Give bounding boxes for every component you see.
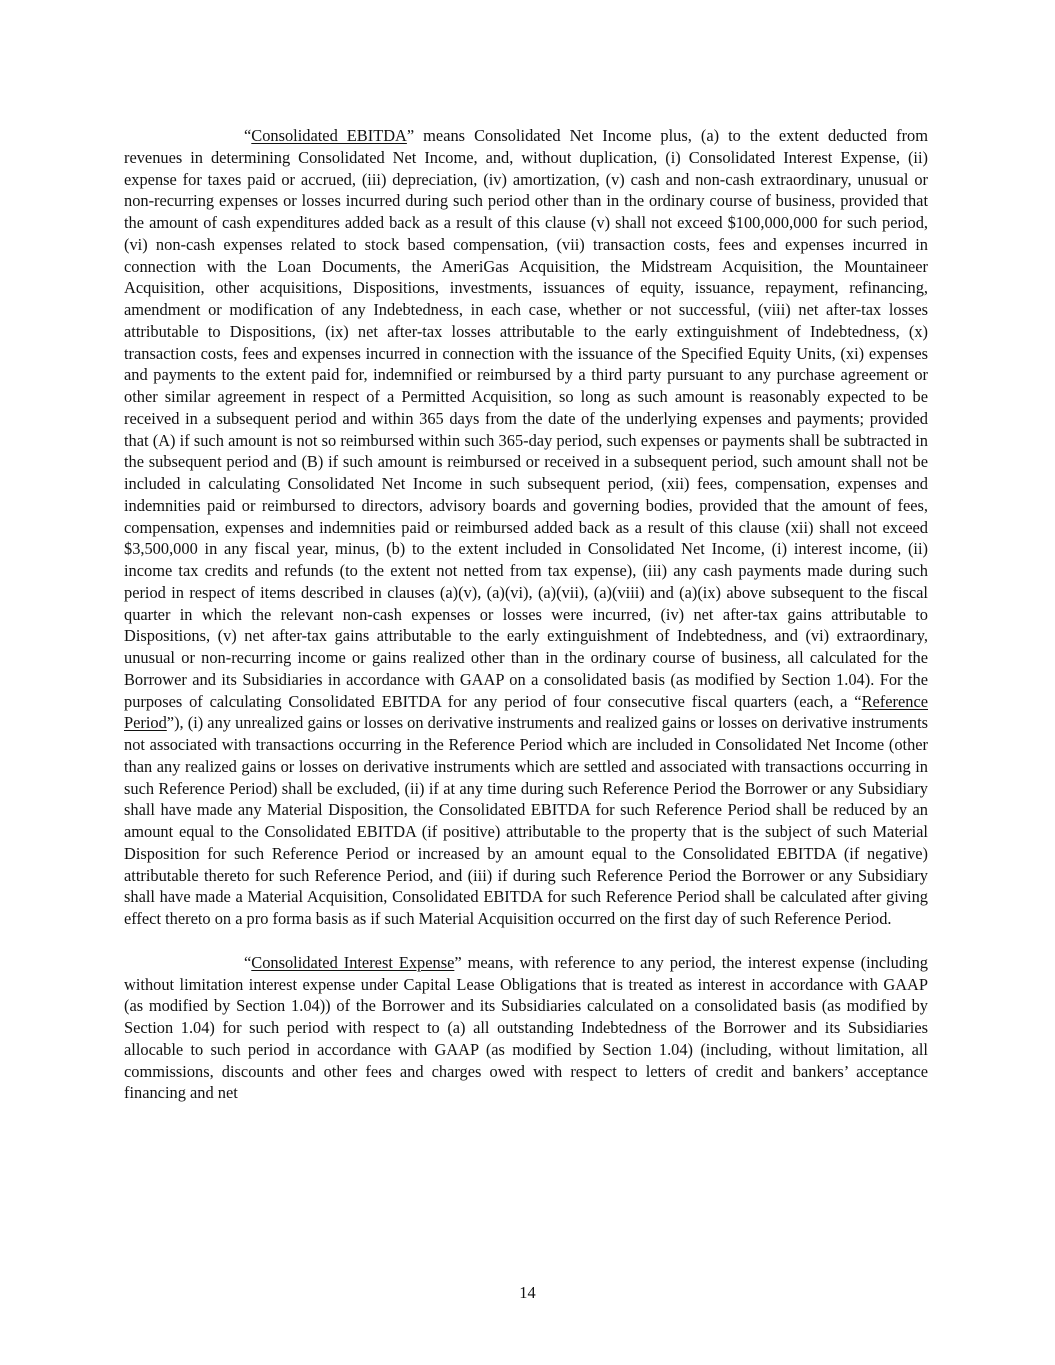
defined-term-consolidated-interest-expense: Consolidated Interest Expense xyxy=(251,952,455,972)
defined-term-consolidated-ebitda: Consolidated EBITDA xyxy=(251,126,407,145)
open-quote: “ xyxy=(244,952,252,972)
definition-consolidated-ebitda xyxy=(124,125,928,930)
document-body xyxy=(124,125,928,1104)
open-quote: “ xyxy=(244,126,252,145)
definition-consolidated-interest-expense xyxy=(124,952,928,1104)
page-number: 14 xyxy=(519,1283,536,1302)
definition-text: ” means Consolidated Net Income plus, (a) to the extent deducted from revenues in determining Consolidated Net Income, and, without duplication, (i) Consolidated Interest Expense, (ii) expense for taxes paid or accrued, (iii) depreciation, (iv) amortization, (v) cash and non-cash extraordinary, unusual or non-recurring expenses or losses incurred during such period other than in the ordinary course of business, provided that the amount of cash expenditures added back as a result of this clause (v) shall not exceed $100,000,000 for such period, (vi) non-cash expenses related to stock based compensation, (vii) transaction costs, fees and expenses incurred in connection with the Loan Documents, the AmeriGas Acquisition, the Midstream Acquisition, the Mountaineer Acquisition, other acquisitions, Dispositions, investments, issuances of equity, issuance, repayment, refinancing, amendment or modification of any Indebtedness, in each case, whether or not successful, (viii) net after-tax losses attributable to Dispositions, (ix) net after-tax losses attributable to the early extinguishment of Indebtedness, (x) transaction costs, fees and expenses incurred in connection with the issuance of the Specified Equity Units, (xi) expenses and payments to the extent paid for, indemnified or reimbursed by a third party pursuant to any purchase agreement or other similar agreement in respect of a Permitted Acquisition, so long as such amount is reasonably expected to be received in a subsequent period and within 365 days from the date of the underlying expenses and payments; provided that (A) if such amount is not so reimbursed within such 365-day period, such expenses or payments shall be subtracted in the subsequent period and (B) if such amount is reimbursed or received in a subsequent period, such amount shall not be included in calculating Consolidated Net Income in such subsequent period, (xii) fees, compensation, expenses and indemnities paid or reimbursed to directors, advisory boards and governing bodies, provided that the amount of fees, compensation, expenses and indemnities paid or reimbursed added back as a result of this clause (xii) shall not exceed $3,500,000 in any fiscal year, minus, (b) to the extent included in Consolidated Net Income, (i) interest income, (ii) income tax credits and refunds (to the extent not netted from tax expense), (iii) any cash payments made during such period in respect of items described in clauses (a)(v), (a)(vi), (a)(vii), (a)(viii) and (a)(ix) above subsequent to the fiscal quarter in which the relevant non-cash expenses or losses were incurred, (iv) net after-tax gains attributable to Dispositions, (v) net after-tax gains attributable to the early extinguishment of Indebtedness, and (vi) extraordinary, unusual or non-recurring income or gains realized other than in the ordinary course of business, all calculated for the Borrower and its Subsidiaries in accordance with GAAP on a consolidated basis (as modified by Section 1.04). For the purposes of calculating Consolidated EBITDA for any period of four consecutive fiscal quarters (each, a “ xyxy=(124,126,928,711)
defined-term-reference-period: Reference Period xyxy=(124,691,928,733)
definition-text: ” means, with reference to any period, the interest expense (including without limitation interest expense under Capital Lease Obligations that is treated as interest in accordance with GAAP (as modified by Section 1.04)) of the Borrower and its Subsidiaries calculated on a consolidated basis (as modified by Section 1.04) for such period with respect to (a) all outstanding Indebtedness of the Borrower and its Subsidiaries allocable to such period in accordance with GAAP (as modified by Section 1.04) (including, without limitation, all commissions, discounts and other fees and charges owed with respect to letters of credit and bankers’ acceptance financing and net xyxy=(124,952,928,1103)
definition-text-continued: ”), (i) any unrealized gains or losses on derivative instruments and realized gains or losses on derivative instruments not associated with transactions occurring in the Reference Period which are included in Consolidated Net Income (other than any realized gains or losses on derivative instruments which are settled and associated with transactions occurring in such Reference Period) shall be excluded, (ii) if at any time during such Reference Period the Borrower or any Subsidiary shall have made any Material Disposition, the Consolidated EBITDA for such Reference Period shall be reduced by an amount equal to the Consolidated EBITDA (if positive) attributable to the property that is the subject of such Material Disposition for such Reference Period or increased by an amount equal to the Consolidated EBITDA (if negative) attributable thereto for such Reference Period, and (iii) if during such Reference Period the Borrower or any Subsidiary shall have made a Material Acquisition, Consolidated EBITDA for such Reference Period shall be calculated after giving effect thereto on a pro forma basis as if such Material Acquisition occurred on the first day of such Reference Period. xyxy=(124,713,928,928)
